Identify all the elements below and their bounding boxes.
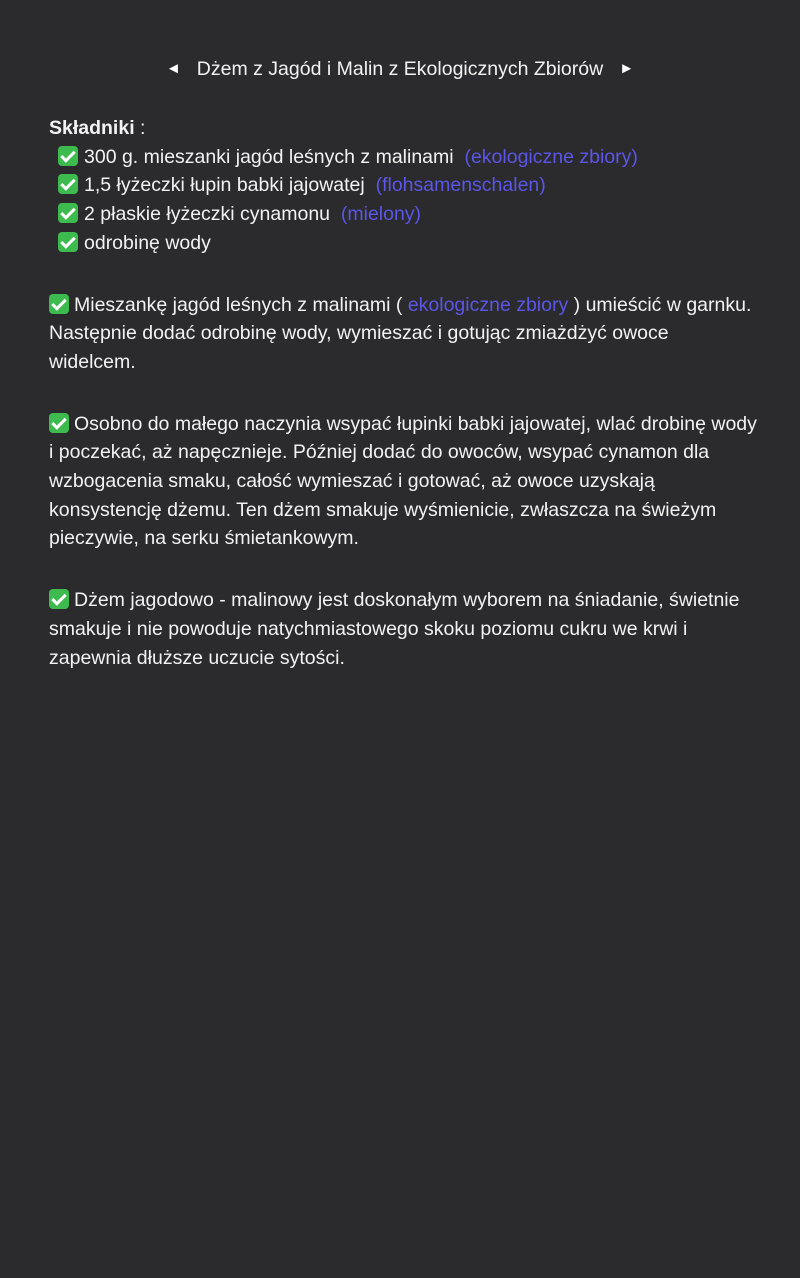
ingredients-section [49,114,759,258]
recipe-title: Dżem z Jagód i Malin z Ekologicznych Zbiorów [196,57,604,80]
step-paragraph-1 [49,291,759,377]
check-mark-icon [58,174,78,194]
step-paragraph-2 [49,410,759,554]
step1-note: ekologiczne zbiory [407,293,569,316]
check-mark-icon [49,294,69,314]
ingredient-text: 1,5 łyżeczki łupin babki jajowatej [84,174,365,197]
check-mark-icon [49,413,69,433]
step1-text-end: ) umieścić w garnku. Następnie dodać odrobinę wody, wymieszać i gotując zmiażdżyć owoce widelcem. [49,293,752,373]
ingredients-label: Składniki [49,117,135,139]
step-paragraph-3 [49,586,759,672]
ingredients-header [49,114,759,143]
ingredient-note: (mielony) [340,203,422,226]
check-mark-icon [58,146,78,166]
ingredient-item [49,229,759,258]
step3-text: Dżem jagodowo - malinowy jest doskonałym wyborem na śniadanie, świetnie smakuje i nie powoduje natychmiastowego skoku poziomu cukru we krwi i zapewnia dłuższe uczucie sytości. [49,589,740,669]
ingredient-item [49,171,759,200]
step1-text-start: Mieszankę jagód leśnych z malinami ( [74,293,408,316]
previous-arrow-icon[interactable]: ◄ [165,59,181,77]
ingredient-item [49,200,759,229]
check-mark-icon [58,203,78,223]
ingredient-text: 2 płaskie łyżeczki cynamonu [84,203,331,226]
check-mark-icon [49,589,69,609]
ingredients-colon: : [134,117,146,139]
check-mark-icon [58,232,78,252]
ingredient-note: (ekologiczne zbiory) [464,145,638,168]
ingredient-text: odrobinę wody [84,231,211,254]
step2-text: Osobno do małego naczynia wsypać łupinki babki jajowatej, wlać drobinę wody i poczekać, aż napęcznieje. Później dodać do owoców, wsypać cynamon dla wzbogacenia smaku, całość wymieszać i gotować, aż owoce uzyskają konsystencję dżemu. Ten dżem smakuje wyśmienicie, zwłaszcza na świeżym pieczywie, na serku śmietankowym. [49,412,757,550]
ingredient-text: 300 g. mieszanki jagód leśnych z malinami [84,145,454,168]
recipe-page [49,54,759,672]
ingredient-note: (flohsamenschalen) [375,174,546,197]
next-arrow-icon[interactable]: ► [619,59,635,77]
ingredient-item [49,143,759,172]
title-bar [0,54,800,84]
